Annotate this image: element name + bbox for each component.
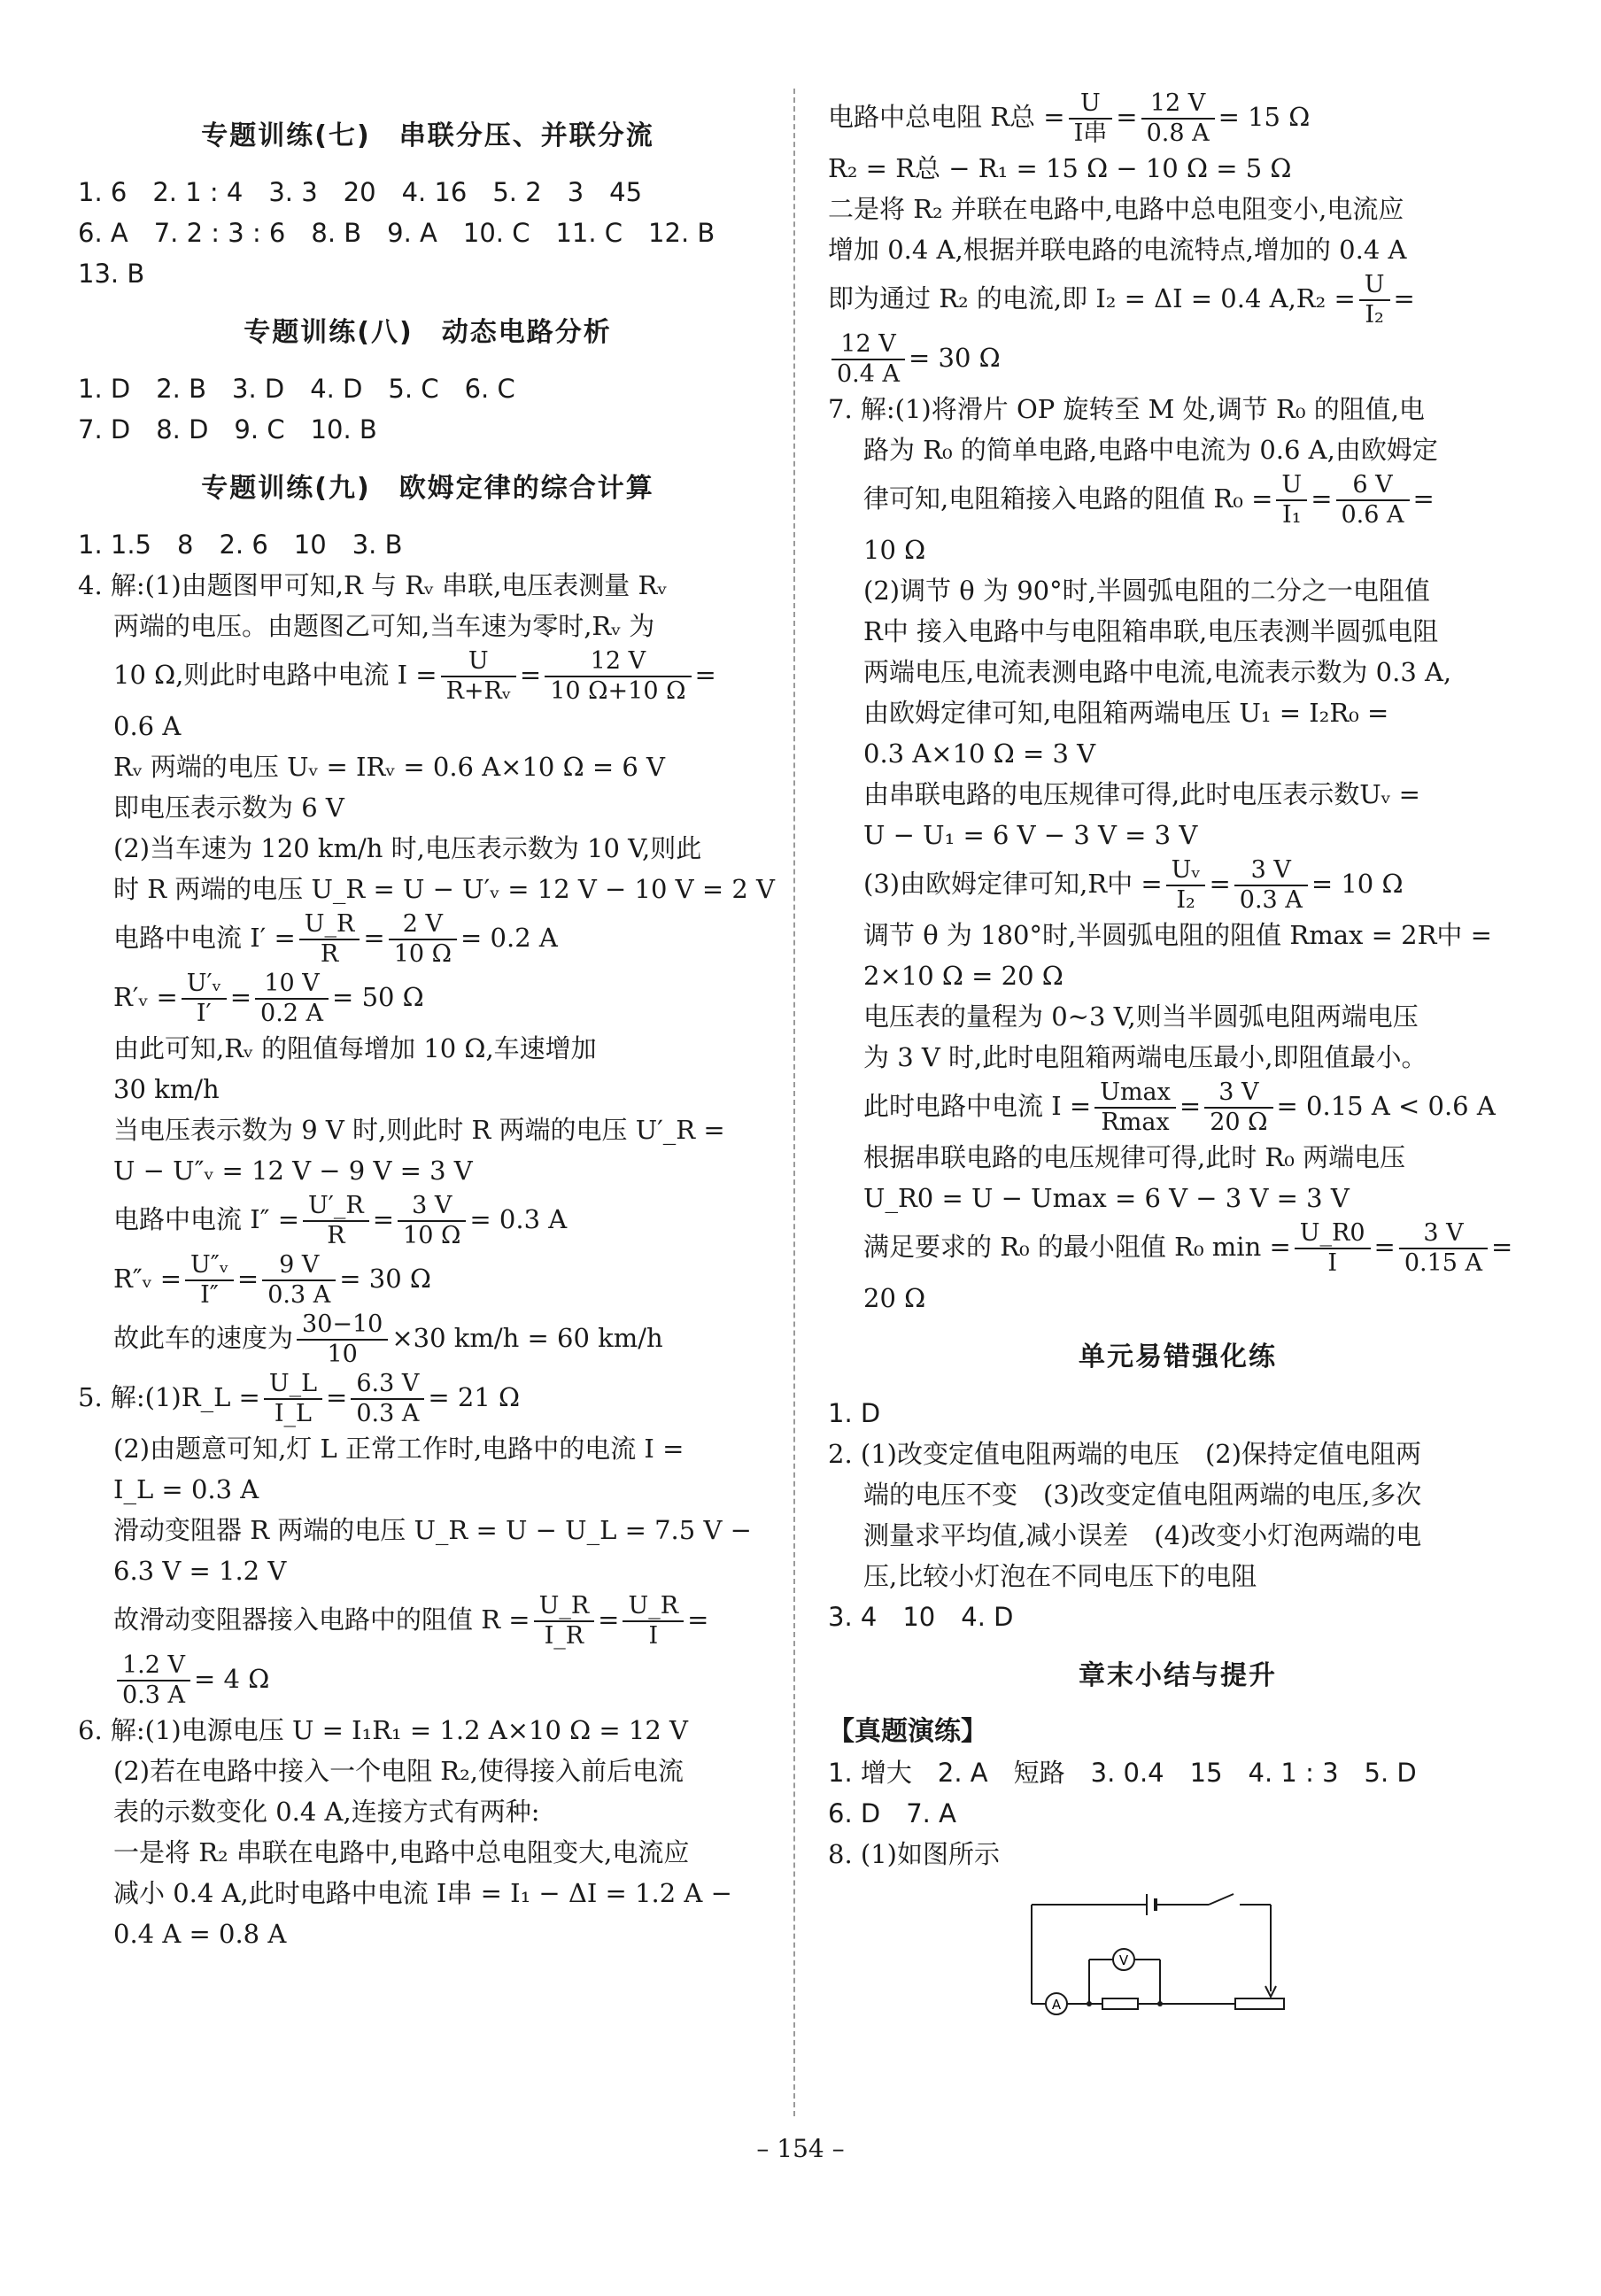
q7-line: 0.3 A×10 Ω = 3 V <box>863 738 1096 769</box>
fraction <box>831 330 905 389</box>
fraction <box>1094 1078 1176 1137</box>
numerator: 12 V <box>1141 89 1215 120</box>
q5-formula-line: 故滑动变阻器接入电路中的阻值 R = $\frac{U\_R}{I\_R}$ = $\frac{U\_R}{I}$ = <box>113 1592 709 1650</box>
resistor <box>1102 1998 1138 2009</box>
q7-line: R中 接入电路中与电阻箱串联,电压表测半圆弧电阻 <box>863 616 1439 646</box>
q4-line: 两端的电压。由题图乙可知,当车速为零时,Rᵥ 为 <box>113 611 655 641</box>
q6-line: (2)若在电路中接入一个电阻 R₂,使得接入前后电流 <box>113 1756 684 1786</box>
text: = 15 Ω <box>1218 102 1311 132</box>
q7-line: 根据串联电路的电压规律可得,此时 R₀ 两端电压 <box>863 1142 1406 1172</box>
denominator: 0.3 A <box>1239 886 1303 914</box>
fraction <box>351 1370 424 1428</box>
q4-line: 4. 解:(1)由题图甲可知,R 与 Rᵥ 串联,电压表测量 Rᵥ <box>78 570 668 600</box>
q4-formula-line: 电路中电流 I′ = $\frac{U\_R}{R}$ = $\frac{2 V}{10 \Omega}$ = 0.2 A <box>113 910 558 968</box>
text: = 30 Ω <box>909 343 1001 373</box>
voltmeter-label: V <box>1118 1952 1129 1968</box>
answer-line: 1. 增大 2. A 短路 3. 0.4 15 4. 1 : 3 5. D <box>828 1758 1417 1788</box>
q6-formula-line <box>828 270 1528 329</box>
text: = 0.3 A <box>469 1204 568 1234</box>
text: 5. 解:(1)R_L = <box>78 1382 260 1412</box>
section-title-8: 专题训练(八) 动态电路分析 <box>244 317 612 348</box>
right-column <box>828 89 1528 2023</box>
fraction <box>1204 1078 1272 1137</box>
answer-line: 测量求平均值,减小误差 (4)改变小灯泡两端的电 <box>863 1520 1422 1550</box>
left-column <box>78 97 777 1954</box>
q7-line: 两端电压,电流表测电路中电流,电流表示数为 0.3 A, <box>863 657 1452 687</box>
numerator: U <box>1359 271 1390 301</box>
denominator: I′ <box>196 1000 212 1027</box>
denominator: R <box>327 1222 345 1249</box>
q5-formula-line: 5. 解:(1)R_L = $\frac{U\_L}{I\_L}$ = $\frac{6.3 V}{0.3 A}$ = 21 Ω <box>78 1370 521 1427</box>
denominator: R <box>320 940 339 968</box>
numerator: U′_R <box>303 1192 369 1222</box>
fraction <box>441 647 516 706</box>
fraction <box>1069 89 1113 148</box>
numerator: U_R0 <box>1295 1219 1371 1249</box>
denominator: I₂ <box>1176 886 1195 914</box>
q7-line: 20 Ω <box>863 1283 926 1313</box>
fraction <box>264 1370 322 1428</box>
text: = <box>1412 483 1435 514</box>
fraction <box>182 970 227 1028</box>
fraction <box>262 1251 336 1310</box>
numerator: Uᵥ <box>1166 856 1206 886</box>
column-divider <box>793 89 795 2116</box>
numerator: U_R <box>534 1592 595 1622</box>
numerator: U <box>1276 471 1307 501</box>
section-title-7: 专题训练(七) 串联分压、并联分流 <box>201 120 654 151</box>
text: 电路中电流 I″ = <box>113 1204 300 1234</box>
junction-dot <box>1157 2001 1163 2006</box>
answer-line: 13. B <box>78 259 145 289</box>
q6-formula-line <box>828 329 1528 389</box>
q4-line: Rᵥ 两端的电压 Uᵥ = IRᵥ = 0.6 A×10 Ω = 6 V <box>113 752 665 782</box>
text: 10 Ω,则此时电路中电流 I = <box>113 660 437 690</box>
answer-line: 1. 1.5 8 2. 6 10 3. B <box>78 530 403 560</box>
text: R″ᵥ = <box>113 1264 182 1294</box>
fraction <box>297 1310 388 1369</box>
rheostat <box>1235 1998 1284 2009</box>
numerator: 6 V <box>1336 471 1410 501</box>
fraction <box>389 910 457 969</box>
numerator: 3 V <box>1399 1219 1488 1249</box>
text: = <box>1491 1232 1513 1262</box>
q4-line: 30 km/h <box>113 1074 220 1104</box>
denominator: 10 Ω+10 Ω <box>550 677 686 705</box>
q4-formula-line: 10 Ω,则此时电路中电流 I = $\frac{U}{\text{R+Rᵥ}}$ = $\frac{12 V}{10 \Omega+10 \Omega}$ = <box>113 647 716 705</box>
page-number: – 154 – <box>756 2134 845 2163</box>
numerator: 9 V <box>262 1251 336 1281</box>
fraction <box>303 1192 369 1250</box>
text: 满足要求的 R₀ 的最小阻值 R₀ min = <box>863 1232 1291 1262</box>
q7-line: U − U₁ = 6 V − 3 V = 3 V <box>863 820 1198 850</box>
denominator: 0.4 A <box>837 360 901 388</box>
text: (3)由欧姆定律可知,R中 = <box>863 869 1163 899</box>
numerator: U <box>1069 89 1113 120</box>
denominator: I串 <box>1073 120 1108 147</box>
q7-line: 由欧姆定律可知,电阻箱两端电压 U₁ = I₂R₀ = <box>863 698 1389 728</box>
text: 此时电路中电流 I = <box>863 1091 1092 1121</box>
q4-formula-line: R′ᵥ = $\frac{\text{U′ᵥ}}{I'}$ = $\frac{10 V}{0.2 A}$ = 50 Ω <box>113 970 424 1027</box>
denominator: 0.15 A <box>1404 1249 1483 1277</box>
text: = 21 Ω <box>428 1382 521 1412</box>
fraction <box>1276 471 1307 530</box>
text: 故此车的速度为 <box>113 1323 294 1353</box>
answer-line: 压,比较小灯泡在不同电压下的电阻 <box>863 1561 1257 1591</box>
q5-line: (2)由题意可知,灯 L 正常工作时,电路中的电流 I = <box>113 1434 684 1464</box>
q7-line: 10 Ω <box>863 535 926 565</box>
numerator: U″ᵥ <box>185 1251 234 1281</box>
numerator: 1.2 V <box>117 1651 190 1681</box>
fraction <box>1359 271 1390 329</box>
denominator: I₂ <box>1365 301 1384 329</box>
fraction <box>117 1651 190 1710</box>
text: 故滑动变阻器接入电路中的阻值 R = <box>113 1604 530 1635</box>
section-title-chapter: 章末小结与提升 <box>1079 1660 1277 1691</box>
answer-line: 2. (1)改变定值电阻两端的电压 (2)保持定值电阻两 <box>828 1439 1422 1469</box>
answer-line: 7. D 8. D 9. C 10. B <box>78 414 377 445</box>
denominator: 10 Ω <box>393 940 452 968</box>
numerator: Umax <box>1094 1078 1176 1109</box>
denominator: 20 Ω <box>1210 1109 1268 1136</box>
numerator: 3 V <box>1234 856 1308 886</box>
fraction <box>1166 856 1206 915</box>
numerator: U′ᵥ <box>182 970 227 1000</box>
denominator: 0.3 A <box>267 1281 331 1309</box>
answer-line: 端的电压不变 (3)改变定值电阻两端的电压,多次 <box>863 1480 1422 1510</box>
text: = 4 Ω <box>194 1664 270 1694</box>
q7-formula-line: 满足要求的 R₀ 的最小阻值 R₀ min = $\frac{U\_R0}{I}$ = $\frac{3 V}{0.15 A}$ = <box>863 1219 1513 1277</box>
q6-line: 增加 0.4 A,根据并联电路的电流特点,增加的 0.4 A <box>828 235 1407 265</box>
denominator: Rmax <box>1101 1109 1170 1136</box>
numerator: 6.3 V <box>351 1370 424 1400</box>
q4-line: 即电压表示数为 6 V <box>113 792 344 823</box>
text: R′ᵥ = <box>113 982 178 1012</box>
numerator: U_R <box>299 910 360 940</box>
text: ×30 km/h = 60 km/h <box>391 1323 663 1353</box>
fraction <box>1234 856 1308 915</box>
answer-line: 1. 6 2. 1 : 4 3. 3 20 4. 16 5. 2 3 45 <box>78 177 643 207</box>
text: 电路中总电阻 R总 = <box>828 102 1065 132</box>
text: = 10 Ω <box>1311 869 1404 899</box>
text: = 50 Ω <box>332 982 424 1012</box>
q7-line: 7. 解:(1)将滑片 OP 旋转至 M 处,调节 R₀ 的阻值,电 <box>828 394 1425 424</box>
q5-line: 滑动变阻器 R 两端的电压 U_R = U − U_L = 7.5 V − <box>113 1515 752 1545</box>
circuit-diagram <box>1014 1887 1297 2020</box>
denominator: R+Rᵥ <box>445 677 511 705</box>
subheading: 【真题演练】 <box>828 1716 987 1747</box>
denominator: I₁ <box>1282 501 1302 529</box>
q7-formula-line: 律可知,电阻箱接入电路的阻值 R₀ = $\frac{U}{\text{I₁}}$ = $\frac{6 V}{0.6 A}$ = <box>863 471 1435 529</box>
denominator: 0.3 A <box>356 1400 420 1427</box>
q7-line: 路为 R₀ 的简单电路,电路中电流为 0.6 A,由欧姆定 <box>863 435 1438 465</box>
ammeter-label: A <box>1051 1997 1062 2013</box>
text: = 30 Ω <box>339 1264 431 1294</box>
q7-line: 为 3 V 时,此时电阻箱两端电压最小,即阻值最小。 <box>863 1042 1427 1072</box>
denominator: 0.8 A <box>1146 120 1210 147</box>
numerator: 2 V <box>389 910 457 940</box>
text: 律可知,电阻箱接入电路的阻值 R₀ = <box>863 483 1273 514</box>
fraction <box>1399 1219 1488 1278</box>
q6-line: 0.4 A = 0.8 A <box>113 1919 287 1949</box>
answer-line: 1. D <box>828 1398 881 1428</box>
text: = 0.2 A <box>460 923 558 953</box>
q4-formula-line: R″ᵥ = $\frac{\text{U″ᵥ}}{I''}$ = $\frac{9 V}{0.3 A}$ = 30 Ω <box>113 1251 431 1309</box>
answer-line: 6. A 7. 2 : 3 : 6 8. B 9. A 10. C 11. C 12. B <box>78 218 715 248</box>
text: = <box>687 1604 709 1635</box>
q6-line: 表的示数变化 0.4 A,连接方式有两种: <box>113 1797 540 1827</box>
numerator: 10 V <box>255 970 329 1000</box>
q7-line: U_R0 = U − Umax = 6 V − 3 V = 3 V <box>863 1183 1350 1213</box>
q6-line: 6. 解:(1)电源电压 U = I₁R₁ = 1.2 A×10 Ω = 12 V <box>78 1715 688 1745</box>
q7-line: 调节 θ 为 180°时,半圆弧电阻的阻值 Rmax = 2R中 = <box>863 920 1492 950</box>
text: = <box>694 660 716 690</box>
fraction <box>185 1251 234 1310</box>
fraction <box>299 910 360 969</box>
numerator: 12 V <box>831 330 905 360</box>
q5-formula-line <box>78 1650 777 1710</box>
denominator: I <box>648 1622 659 1650</box>
q4-line: 时 R 两端的电压 U_R = U − U′ᵥ = 12 V − 10 V = 2 V <box>113 874 775 904</box>
section-title-9: 专题训练(九) 欧姆定律的综合计算 <box>201 473 654 504</box>
numerator: U_L <box>264 1370 322 1400</box>
numerator: 12 V <box>545 647 691 677</box>
denominator: I <box>1327 1249 1337 1277</box>
q4-line: 0.6 A <box>113 711 182 741</box>
q5-line: I_L = 0.3 A <box>113 1474 259 1504</box>
q7-line: 2×10 Ω = 20 Ω <box>863 961 1063 991</box>
denominator: 0.2 A <box>260 1000 324 1027</box>
q4-line: (2)当车速为 120 km/h 时,电压表示数为 10 V,则此 <box>113 833 702 863</box>
fraction <box>534 1592 595 1650</box>
text: = <box>1393 283 1415 313</box>
section-title-unit: 单元易错强化练 <box>1079 1341 1277 1372</box>
numerator: 3 V <box>398 1192 466 1222</box>
fraction <box>1336 471 1410 530</box>
answer-line: 1. D 2. B 3. D 4. D 5. C 6. C <box>78 374 515 404</box>
fraction <box>545 647 691 706</box>
fraction <box>1295 1219 1371 1278</box>
numerator: U_R <box>623 1592 684 1622</box>
q6-line: 减小 0.4 A,此时电路中电流 I串 = I₁ − ΔI = 1.2 A − <box>113 1878 732 1908</box>
fraction <box>398 1192 466 1250</box>
q7-line: 由串联电路的电压规律可得,此时电压表示数Uᵥ = <box>863 779 1420 809</box>
switch-blade <box>1209 1894 1234 1905</box>
fraction <box>623 1592 684 1650</box>
numerator: U <box>441 647 516 677</box>
q6-formula-line: 电路中总电阻 R总 = $\frac{U}{\text{I串}}$ = $\frac{12 V}{0.8 A}$ = 15 Ω <box>828 89 1311 147</box>
denominator: 0.3 A <box>122 1681 186 1709</box>
answer-line: 6. D 7. A <box>828 1798 956 1828</box>
denominator: 10 Ω <box>403 1222 461 1249</box>
q7-formula-line: 此时电路中电流 I = $\frac{Umax}{Rmax}$ = $\frac{3 V}{20 \Omega}$ = 0.15 A < 0.6 A <box>863 1078 1496 1136</box>
q6-line: 二是将 R₂ 并联在电路中,电路中总电阻变小,电流应 <box>828 194 1404 224</box>
numerator: 30−10 <box>297 1310 388 1341</box>
q4-line: 由此可知,Rᵥ 的阻值每增加 10 Ω,车速增加 <box>113 1033 597 1063</box>
q4-formula-line <box>78 1310 777 1369</box>
q7-formula-line: (3)由欧姆定律可知,R中 = $\frac{\text{Uᵥ}}{\text{I₂}}$ = $\frac{3 V}{0.3 A}$ = 10 Ω <box>863 856 1404 914</box>
denominator: I″ <box>200 1281 219 1309</box>
q6-line: 一是将 R₂ 串联在电路中,电路中总电阻变大,电流应 <box>113 1837 690 1867</box>
denominator: 0.6 A <box>1341 501 1404 529</box>
denominator: 10 <box>327 1341 358 1368</box>
answer-line: 8. (1)如图所示 <box>828 1839 1000 1869</box>
fraction <box>1141 89 1215 148</box>
numerator: 3 V <box>1204 1078 1272 1109</box>
text: 电路中电流 I′ = <box>113 923 296 953</box>
fraction <box>255 970 329 1028</box>
q7-line: (2)调节 θ 为 90°时,半圆弧电阻的二分之一电阻值 <box>863 576 1430 606</box>
text: 即为通过 R₂ 的电流,即 I₂ = ΔI = 0.4 A,R₂ = <box>828 283 1356 313</box>
denominator: I_R <box>544 1622 584 1650</box>
q5-line: 6.3 V = 1.2 V <box>113 1556 287 1586</box>
q4-line: 当电压表示数为 9 V 时,则此时 R 两端的电压 U′_R = <box>113 1115 725 1145</box>
answer-line: 3. 4 10 4. D <box>828 1602 1014 1632</box>
q7-line: 电压表的量程为 0~3 V,则当半圆弧电阻两端电压 <box>863 1001 1419 1032</box>
q4-line: U − U″ᵥ = 12 V − 9 V = 3 V <box>113 1156 473 1186</box>
denominator: I_L <box>274 1400 312 1427</box>
q6-line: R₂ = R总 − R₁ = 15 Ω − 10 Ω = 5 Ω <box>828 153 1292 183</box>
text: = 0.15 A < 0.6 A <box>1276 1091 1496 1121</box>
q4-formula-line: 电路中电流 I″ = $\frac{U'\_R}{R}$ = $\frac{3 V}{10 \Omega}$ = 0.3 A <box>113 1192 568 1249</box>
junction-dot <box>1087 2001 1092 2006</box>
